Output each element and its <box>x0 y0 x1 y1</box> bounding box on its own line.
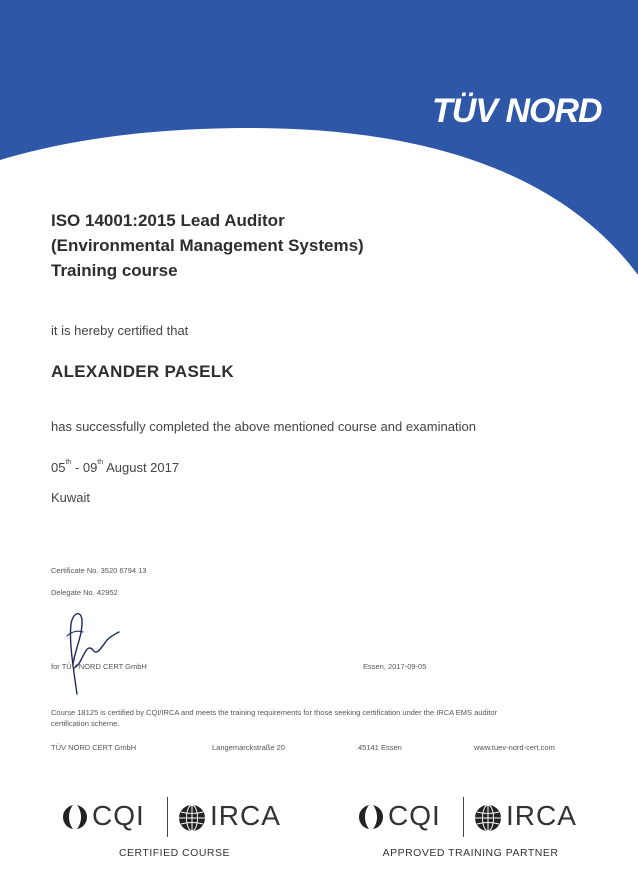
logo-divider <box>463 797 464 837</box>
delegate-name: ALEXANDER PASELK <box>51 362 235 381</box>
cqi-mark-icon <box>358 803 384 831</box>
cqi-wordmark: CQI <box>388 800 441 831</box>
cqi-irca-approved-partner-logo <box>358 797 583 867</box>
logo-divider <box>167 797 168 837</box>
course-title <box>51 208 364 283</box>
logo-caption: APPROVED TRAINING PARTNER <box>382 847 559 859</box>
footer-city: 45141 Essen <box>358 743 402 752</box>
globe-icon <box>474 804 502 832</box>
issue-place-date: Essen, 2017-09-05 <box>363 662 427 671</box>
cqi-irca-certified-course-logo <box>62 797 287 867</box>
cqi-mark-icon <box>62 803 88 831</box>
delegate-number: Delegate No. 42952 <box>51 588 118 597</box>
course-location: Kuwait <box>51 490 91 505</box>
signatory-line: for TÜV NORD CERT GmbH <box>51 662 147 671</box>
irca-wordmark: IRCA <box>506 800 577 831</box>
tuv-nord-logo: TÜV NORD <box>432 92 602 130</box>
footer-website: www.tuev-nord-cert.com <box>474 743 555 752</box>
start-day: 05 <box>51 460 66 475</box>
completion-statement: has successfully completed the above mentioned course and examination <box>51 419 476 434</box>
cqi-wordmark: CQI <box>92 800 145 831</box>
footer-company: TÜV NORD CERT GmbH <box>51 743 137 752</box>
certificate-number: Certificate No. 3520 6794 13 <box>51 566 147 575</box>
course-title-line-1: ISO 14001:2015 Lead Auditor <box>51 211 285 230</box>
start-day-suffix: th <box>65 459 72 466</box>
course-title-line-3: Training course <box>51 261 178 280</box>
end-day: 09 <box>82 460 98 475</box>
month-year: August 2017 <box>106 460 180 475</box>
irca-wordmark: IRCA <box>210 800 281 831</box>
globe-icon <box>178 804 206 832</box>
footer-street: Langemarckstraße 20 <box>212 743 285 752</box>
accreditation-statement: Course 18125 is certified by CQI/IRCA and meets the training requirements for those seeking certification under the IRCA EMS auditor certification scheme. <box>51 708 498 728</box>
signature <box>55 606 125 698</box>
course-dates: 05th - 09th August 2017 <box>51 459 180 475</box>
course-title-line-2: (Environmental Management Systems) <box>51 236 364 255</box>
logo-caption: CERTIFIED COURSE <box>118 847 231 859</box>
certification-intro: it is hereby certified that <box>51 323 189 338</box>
end-day-suffix: th <box>97 459 104 466</box>
